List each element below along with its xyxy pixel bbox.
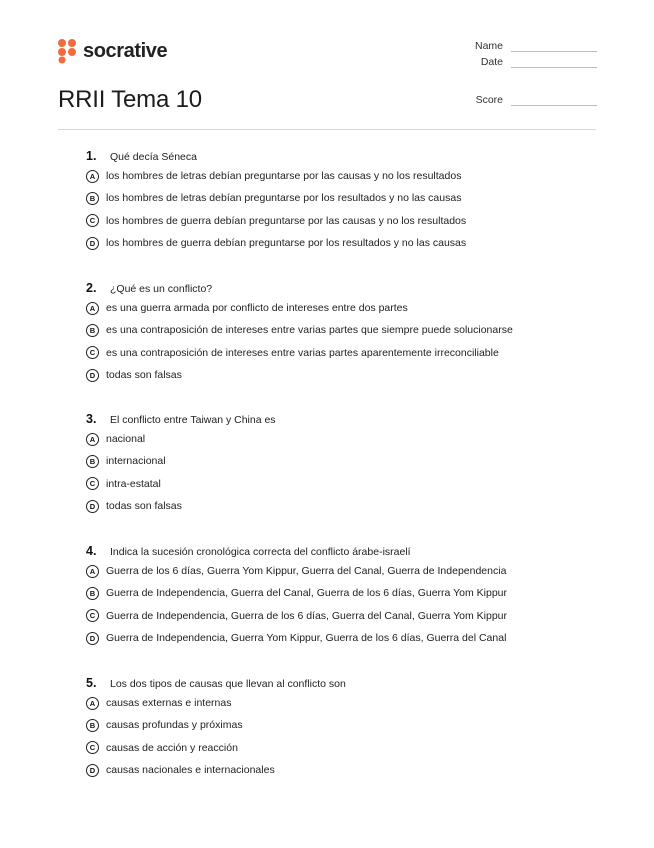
option-letter-badge[interactable]: D [86, 237, 99, 250]
option-c[interactable] [86, 473, 586, 495]
score-field[interactable] [476, 94, 597, 106]
option-text: los hombres de guerra debían preguntarse por los resultados y no las causas [106, 237, 467, 250]
option-b[interactable] [86, 187, 586, 209]
question-text: Los dos tipos de causas que llevan al conflicto son [110, 678, 346, 690]
question-4 [86, 542, 586, 649]
option-text: todas son falsas [106, 500, 182, 513]
option-text: causas de acción y reacción [106, 741, 238, 754]
question-number: 3. [86, 412, 97, 426]
option-c[interactable] [86, 605, 586, 627]
question-header [86, 279, 586, 297]
name-line[interactable] [511, 42, 597, 52]
option-d[interactable] [86, 232, 586, 254]
option-d[interactable] [86, 495, 586, 517]
option-letter-badge[interactable]: C [86, 741, 99, 754]
option-text: Guerra de Independencia, Guerra del Canal, Guerra de los 6 días, Guerra Yom Kippur [106, 587, 507, 600]
question-number: 2. [86, 281, 97, 295]
question-header [86, 542, 586, 560]
option-text: causas nacionales e internacionales [106, 764, 275, 777]
date-line[interactable] [511, 58, 597, 68]
option-letter-badge[interactable]: C [86, 477, 99, 490]
socrative-logo [57, 37, 167, 65]
option-letter-badge[interactable]: C [86, 346, 99, 359]
option-text: los hombres de letras debían preguntarse por las causas y no los resultados [106, 170, 462, 183]
option-letter-badge[interactable]: B [86, 719, 99, 732]
question-number: 4. [86, 544, 97, 558]
option-letter-badge[interactable]: C [86, 609, 99, 622]
page-title: RRII Tema 10 [58, 86, 202, 113]
question-1 [86, 147, 586, 254]
option-a[interactable] [86, 297, 586, 319]
header-divider [58, 129, 596, 130]
question-2 [86, 279, 586, 386]
question-5 [86, 674, 586, 781]
option-b[interactable] [86, 714, 586, 736]
question-text: El conflicto entre Taiwan y China es [110, 414, 276, 426]
option-text: causas profundas y próximas [106, 719, 243, 732]
question-text: Qué decía Séneca [110, 151, 197, 163]
option-letter-badge[interactable]: A [86, 565, 99, 578]
option-d[interactable] [86, 627, 586, 649]
option-a[interactable] [86, 428, 586, 450]
option-letter-badge[interactable]: D [86, 632, 99, 645]
option-text: los hombres de guerra debían preguntarse por las causas y no los resultados [106, 214, 467, 227]
option-c[interactable] [86, 210, 586, 232]
score-line[interactable] [511, 96, 597, 106]
option-a[interactable] [86, 692, 586, 714]
question-number: 5. [86, 676, 97, 690]
option-d[interactable] [86, 759, 586, 781]
question-3 [86, 410, 586, 517]
date-field[interactable] [481, 56, 597, 68]
question-number: 1. [86, 149, 97, 163]
name-label: Name [474, 40, 503, 52]
question-header [86, 410, 586, 428]
option-a[interactable] [86, 165, 586, 187]
name-field[interactable] [475, 40, 597, 52]
option-letter-badge[interactable]: B [86, 455, 99, 468]
option-letter-badge[interactable]: A [86, 302, 99, 315]
option-a[interactable] [86, 560, 586, 582]
option-letter-badge[interactable]: B [86, 324, 99, 337]
option-letter-badge[interactable]: A [86, 433, 99, 446]
option-letter-badge[interactable]: C [86, 214, 99, 227]
option-text: es una contraposición de intereses entre varias partes aparentemente irreconciliable [106, 346, 499, 359]
option-letter-badge[interactable]: A [86, 170, 99, 183]
socrative-logo-icon [57, 38, 79, 64]
option-text: es una contraposición de intereses entre varias partes que siempre puede solucionarse [106, 324, 513, 337]
option-text: los hombres de letras debían preguntarse por los resultados y no las causas [106, 192, 462, 205]
option-b[interactable] [86, 450, 586, 472]
option-letter-badge[interactable]: B [86, 587, 99, 600]
option-letter-badge[interactable]: D [86, 764, 99, 777]
question-text: Indica la sucesión cronológica correcta del conflicto árabe-israelí [110, 546, 411, 558]
option-letter-badge[interactable]: A [86, 697, 99, 710]
question-text: ¿Qué es un conflicto? [110, 283, 213, 295]
option-text: causas externas e internas [106, 697, 232, 710]
score-label: Score [475, 94, 503, 106]
date-label: Date [480, 56, 503, 68]
option-c[interactable] [86, 342, 586, 364]
option-text: Guerra de Independencia, Guerra Yom Kippur, Guerra de los 6 días, Guerra del Canal [106, 632, 507, 645]
option-text: nacional [106, 433, 146, 446]
option-text: intra-estatal [106, 477, 161, 490]
option-c[interactable] [86, 737, 586, 759]
brand-name: socrative [83, 39, 168, 62]
option-b[interactable] [86, 582, 586, 604]
option-text: Guerra de los 6 días, Guerra Yom Kippur, Guerra del Canal, Guerra de Independencia [106, 565, 507, 578]
option-letter-badge[interactable]: D [86, 369, 99, 382]
option-b[interactable] [86, 319, 586, 341]
option-d[interactable] [86, 364, 586, 386]
option-text: Guerra de Independencia, Guerra de los 6 días, Guerra del Canal, Guerra Yom Kippur [106, 609, 507, 622]
option-text: es una guerra armada por conflicto de intereses entre dos partes [106, 302, 408, 315]
option-text: internacional [106, 455, 166, 468]
option-letter-badge[interactable]: D [86, 500, 99, 513]
option-letter-badge[interactable]: B [86, 192, 99, 205]
option-text: todas son falsas [106, 369, 182, 382]
question-header [86, 674, 586, 692]
question-header [86, 147, 586, 165]
